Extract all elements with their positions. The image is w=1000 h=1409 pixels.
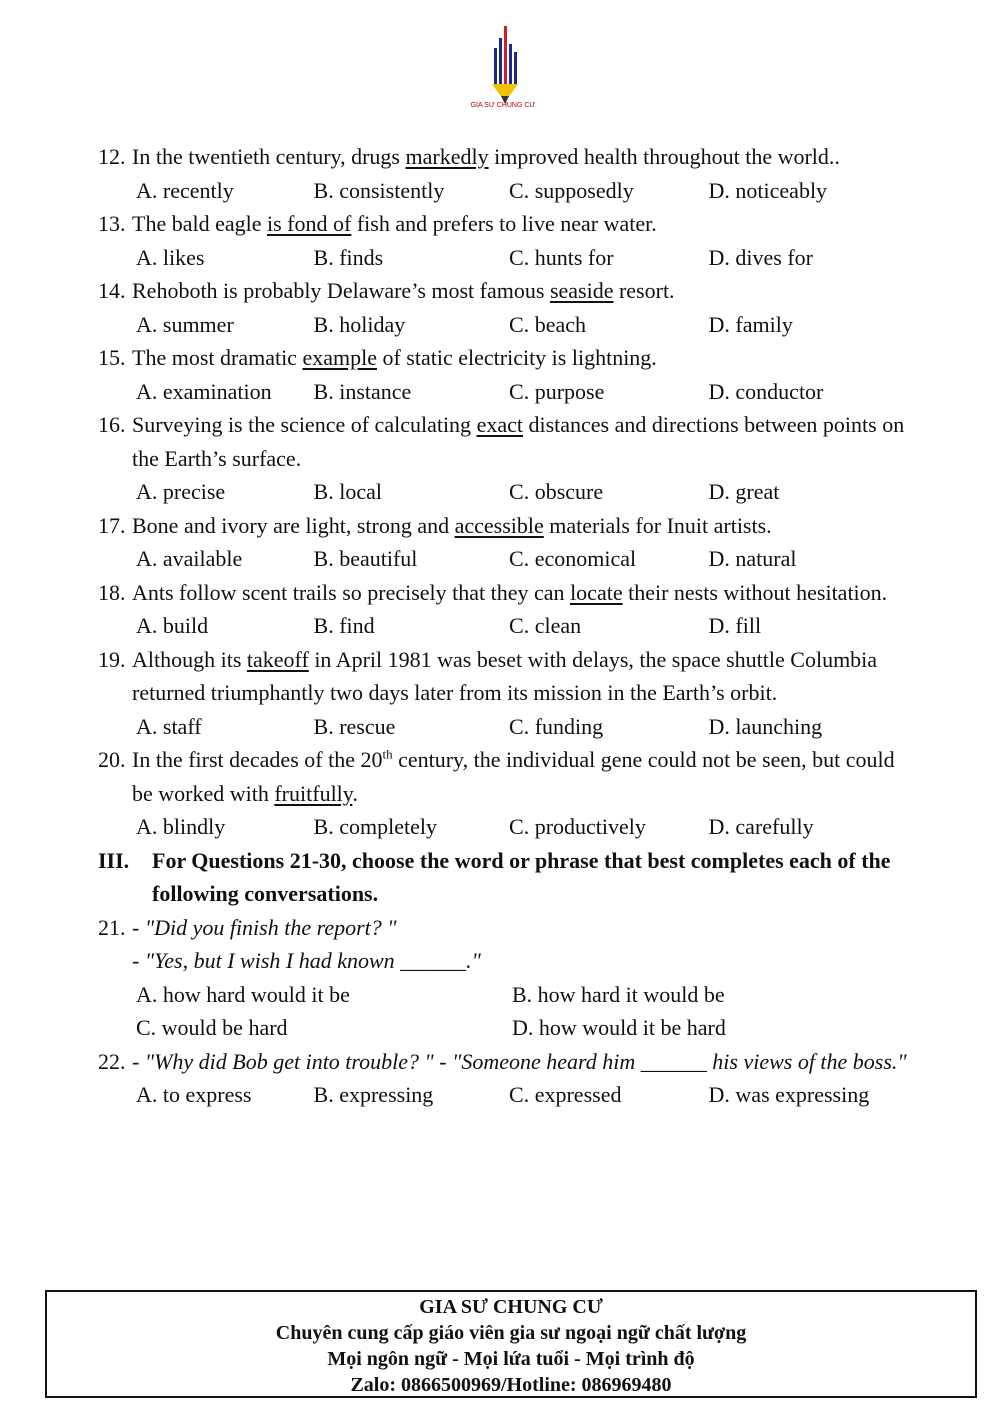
option-b: B. local (313, 479, 382, 504)
option-c: C. beach (509, 311, 587, 337)
option-b: B. how hard it would be (512, 981, 725, 1007)
option-a: A. available (136, 546, 243, 571)
spacer (98, 944, 132, 978)
question-text: Rehoboth is probably Delaware’s most famous seaside resort. (132, 278, 675, 303)
question-text: The most dramatic example of static electricity is lightning. (132, 345, 657, 370)
exam-content (98, 140, 918, 1112)
question-13 (98, 207, 918, 241)
options (98, 475, 918, 509)
options-20 (98, 810, 918, 844)
option-d: D. great (708, 479, 780, 504)
option-c: C. clean (509, 613, 582, 638)
option-c: C. supposedly (509, 177, 634, 203)
option-d: D. carefully (708, 814, 814, 839)
options (98, 609, 918, 643)
option-b: B. find (313, 613, 375, 638)
question-number: 16. (98, 412, 126, 437)
section-number: III. (98, 847, 130, 873)
question-text: - "Why did Bob get into trouble? " - "Someone heard him ______ his views of the boss." (132, 1048, 907, 1074)
option-b: B. rescue (313, 713, 396, 739)
question-17 (98, 509, 918, 543)
question-18 (98, 576, 918, 610)
option-a: A. likes (136, 244, 205, 270)
underlined-word: locate (570, 579, 623, 605)
options-22 (98, 1078, 918, 1112)
option-b: B. expressing (313, 1082, 434, 1107)
option-c: C. productively (509, 814, 646, 839)
underlined-word: is fond of (267, 211, 352, 236)
question-text: Surveying is the science of calculating exact distances and directions between points on the Earth’s surface. (132, 412, 905, 471)
option-a: A. recently (136, 177, 234, 203)
option-a: A. blindly (136, 814, 226, 839)
underlined-word: takeoff (246, 646, 309, 672)
underlined-word: example (302, 345, 377, 370)
question-text: In the first decades of the 20th century, the individual gene could not be seen, but could be worked with fruitfully. (132, 746, 895, 806)
section-heading (98, 844, 918, 911)
question-text: Although its takeoff in April 1981 was beset with delays, the space shuttle Columbia returned triumphantly two days later from its mission in the Earth’s orbit. (132, 646, 878, 705)
option-d: D. fill (708, 613, 762, 638)
option-a: A. examination (136, 378, 272, 404)
option-a: A. to express (136, 1082, 252, 1107)
question-text: In the twentieth century, drugs markedly improved health throughout the world.. (132, 144, 840, 169)
option-d: D. was expressing (708, 1082, 870, 1107)
question-number: 17. (98, 512, 126, 538)
option-d: D. natural (708, 546, 797, 571)
underlined-word: exact (476, 412, 523, 437)
option-d: D. how would it be hard (512, 1015, 726, 1040)
options-21-row-1 (98, 978, 918, 1012)
question-12 (98, 140, 918, 174)
option-c: C. would be hard (136, 1015, 288, 1040)
option-a: A. build (136, 613, 209, 638)
question-number: 15. (98, 345, 126, 370)
options (98, 710, 918, 744)
question-number: 18. (98, 579, 126, 605)
footer-line-3: Mọi ngôn ngữ - Mọi lứa tuổi - Mọi trình độ (327, 1348, 695, 1370)
underlined-word: accessible (454, 512, 544, 538)
option-b: B. completely (313, 814, 437, 839)
question-text: The bald eagle is fond of fish and prefers to live near water. (132, 211, 657, 236)
option-b: B. finds (313, 244, 384, 270)
option-a: A. how hard would it be (136, 981, 350, 1007)
options (98, 308, 918, 342)
option-d: D. noticeably (708, 177, 828, 203)
question-line-1: - "Did you finish the report? " (132, 914, 397, 940)
question-number: 21. (98, 914, 126, 940)
option-c: C. hunts for (509, 244, 614, 270)
option-c: C. funding (509, 713, 604, 739)
option-c: C. expressed (509, 1082, 622, 1107)
option-b: B. holiday (313, 311, 406, 337)
footer-line-4: Zalo: 0866500969/Hotline: 086969480 (350, 1374, 672, 1396)
question-19 (98, 643, 918, 710)
option-d: D. dives for (708, 244, 814, 270)
option-a: A. staff (136, 713, 202, 739)
question-line-2: - "Yes, but I wish I had known ______." (132, 948, 481, 973)
underlined-word: markedly (405, 144, 489, 169)
question-21-line-2 (98, 944, 918, 978)
question-number: 14. (98, 278, 126, 303)
question-number: 13. (98, 211, 126, 236)
question-number: 12. (98, 144, 126, 169)
question-20 (98, 743, 918, 810)
question-list (98, 140, 918, 743)
option-d: D. launching (708, 713, 823, 739)
footer-line-2: Chuyên cung cấp giáo viên gia sư ngoại ngữ chất lượng (275, 1322, 747, 1344)
question-21 (98, 911, 918, 945)
options (98, 542, 918, 576)
question-22 (98, 1045, 918, 1079)
options-21-row-2 (98, 1011, 918, 1045)
question-text: Ants follow scent trails so precisely that they can locate their nests without hesitation. (132, 579, 888, 605)
question-15 (98, 341, 918, 375)
question-number: 22. (98, 1048, 126, 1074)
underlined-word: seaside (549, 278, 614, 303)
question-number: 20. (98, 747, 126, 772)
question-16 (98, 408, 918, 475)
section-text: For Questions 21-30, choose the word or phrase that best completes each of the following conversations. (152, 847, 891, 906)
options (98, 241, 918, 275)
options (98, 375, 918, 409)
option-d: D. conductor (708, 378, 824, 404)
option-d: D. family (708, 311, 793, 337)
question-text: Bone and ivory are light, strong and accessible materials for Inuit artists. (132, 512, 772, 538)
footer-box (45, 1290, 977, 1398)
question-14 (98, 274, 918, 308)
option-b: B. consistently (313, 177, 445, 203)
footer-title: GIA SƯ CHUNG CƯ (419, 1296, 603, 1318)
options (98, 174, 918, 208)
underlined-word: fruitfully (274, 780, 353, 806)
option-a: A. summer (136, 311, 234, 337)
option-c: C. economical (509, 546, 637, 571)
option-c: C. purpose (509, 378, 605, 404)
question-number: 19. (98, 646, 126, 672)
option-c: C. obscure (509, 479, 604, 504)
option-a: A. precise (136, 479, 226, 504)
option-b: B. beautiful (313, 546, 418, 571)
option-b: B. instance (313, 378, 412, 404)
logo-text: GIA SƯ CHUNG CƯ (470, 102, 536, 109)
